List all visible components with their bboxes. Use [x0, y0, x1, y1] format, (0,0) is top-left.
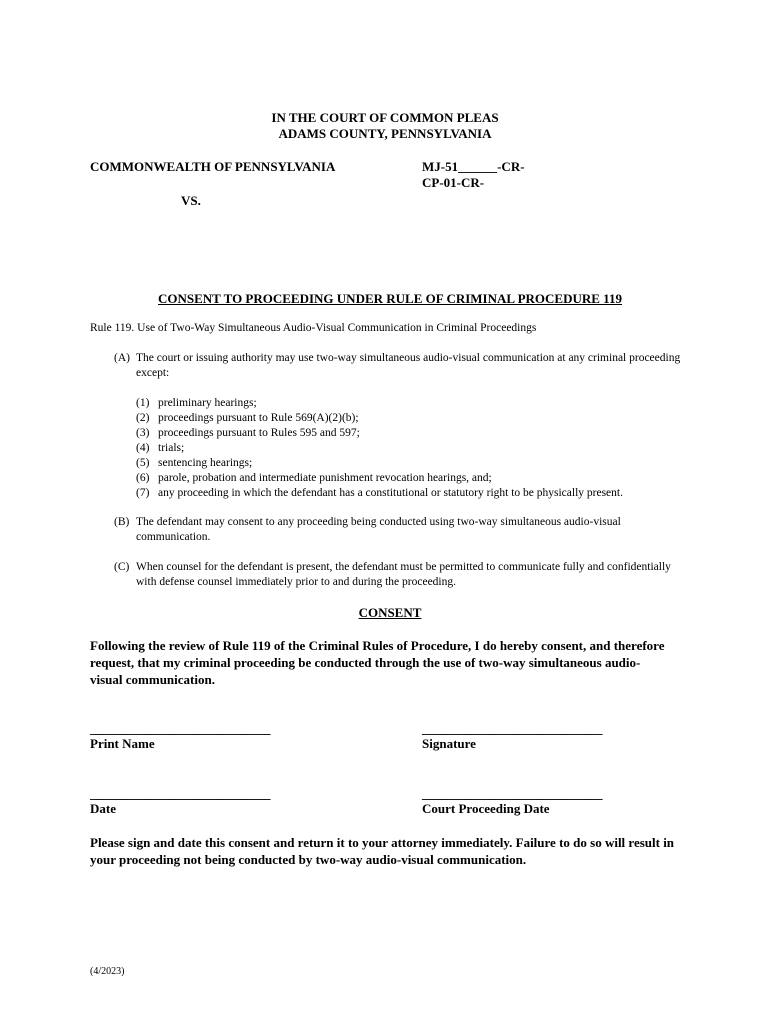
- document-title: CONSENT TO PROCEEDING UNDER RULE OF CRIMINAL PROCEDURE 119: [158, 291, 622, 306]
- case-number-cp: CP-01-CR-: [422, 175, 485, 190]
- date-label: Date: [90, 801, 116, 816]
- court-proceeding-date-label: Court Proceeding Date: [422, 801, 550, 816]
- section-b-text: The defendant may consent to any proceeding being conducted using two-way simultaneous audio-visual communication.: [136, 516, 621, 543]
- section-c-text: When counsel for the defendant is present, the defendant must be permitted to communicate fully and confidentially with defense counsel immediately prior to and during the proceeding.: [136, 561, 671, 588]
- rule-heading: Rule 119. Use of Two-Way Simultaneous Audio-Visual Communication in Criminal Proceedings: [90, 322, 537, 334]
- consent-statement: Following the review of Rule 119 of the Criminal Rules of Procedure, I do hereby consent, and therefore request, that my criminal proceeding be conducted through the use of two-way simultaneous audio-visual communication.: [90, 638, 665, 687]
- revision-date: (4/2023): [90, 966, 125, 977]
- versus-label: VS.: [181, 193, 201, 208]
- section-c: [114, 560, 684, 590]
- section-a: [114, 351, 684, 381]
- signature-label: Signature: [422, 736, 476, 751]
- county-name: ADAMS COUNTY, PENNSYLVANIA: [278, 126, 492, 141]
- section-c-label: (C): [114, 561, 130, 573]
- date-line[interactable]: ______________________________: [90, 786, 270, 801]
- case-number-mj: MJ-51______-CR-: [422, 159, 525, 174]
- print-name-line[interactable]: ______________________________: [90, 721, 270, 736]
- print-name-label: Print Name: [90, 736, 155, 751]
- court-name: IN THE COURT OF COMMON PLEAS: [271, 110, 499, 125]
- return-instructions: Please sign and date this consent and return it to your attorney immediately. Failure to do so will result in your proceeding not being conducted by two-way audio-visual communication.: [90, 835, 675, 867]
- signature-line[interactable]: ______________________________: [422, 721, 602, 736]
- section-b: [114, 515, 684, 545]
- plaintiff-name: COMMONWEALTH OF PENNSYLVANIA: [90, 159, 336, 174]
- court-proceeding-date-line[interactable]: ______________________________: [422, 786, 602, 801]
- section-a-text: The court or issuing authority may use two-way simultaneous audio-visual communication at any criminal proceeding except:: [136, 352, 681, 379]
- consent-heading: CONSENT: [358, 605, 422, 620]
- section-b-label: (B): [114, 516, 130, 528]
- section-a-label: (A): [114, 352, 130, 364]
